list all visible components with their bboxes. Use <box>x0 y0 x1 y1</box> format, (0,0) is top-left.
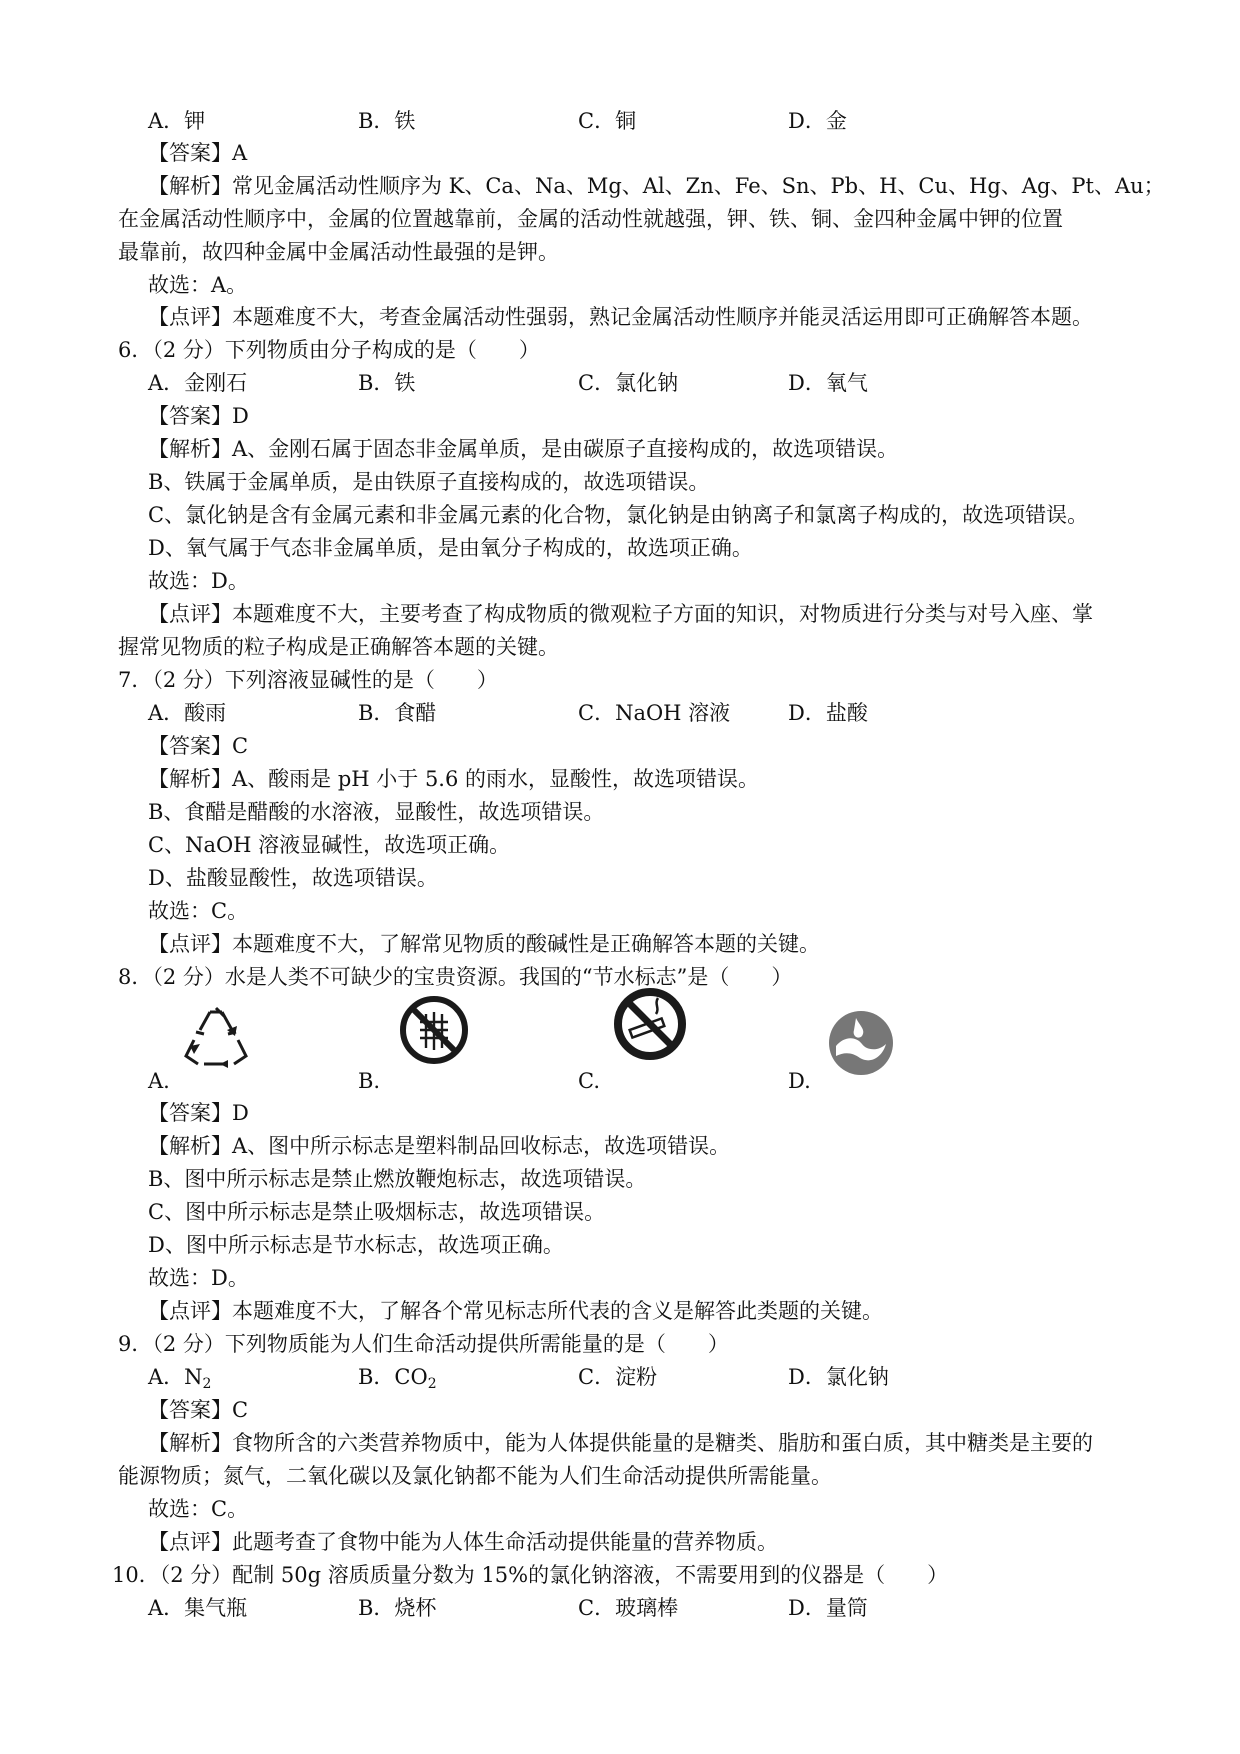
q8-option-a: A. <box>148 1069 170 1093</box>
q9-option-d: D．氯化钠 <box>788 1365 889 1389</box>
q8-option-b: B. <box>358 1069 381 1093</box>
q7-choice: 故选：C。 <box>148 899 249 923</box>
q8-analysis-line: 【解析】A、图中所示标志是塑料制品回收标志，故选项错误。 <box>148 1134 731 1158</box>
q10-option-c: C．玻璃棒 <box>578 1596 679 1620</box>
no-fireworks-icon <box>398 994 470 1066</box>
no-smoking-icon <box>612 986 688 1062</box>
q7-analysis-line: B、食醋是醋酸的水溶液，显酸性，故选项错误。 <box>148 800 605 824</box>
q8-stem: 8．（2 分）水是人类不可缺少的宝贵资源。我国的“节水标志”是（ ） <box>118 965 793 989</box>
q6-stem: 6．（2 分）下列物质由分子构成的是（ ） <box>118 338 540 362</box>
q6-comment-line: 握常见物质的粒子构成是正确解答本题的关键。 <box>118 635 559 659</box>
q9-analysis-line: 【解析】食物所含的六类营养物质中，能为人体提供能量的是糖类、脂肪和蛋白质，其中糖类是主要的 <box>148 1431 1093 1455</box>
q9-stem: 9．（2 分）下列物质能为人们生命活动提供所需能量的是（ ） <box>118 1332 729 1356</box>
q7-analysis-line: C、NaOH 溶液显碱性，故选项正确。 <box>148 833 511 857</box>
q7-comment: 【点评】本题难度不大，了解常见物质的酸碱性是正确解答本题的关键。 <box>148 932 820 956</box>
q5-answer: 【答案】A <box>148 141 248 165</box>
q8-analysis-line: B、图中所示标志是禁止燃放鞭炮标志，故选项错误。 <box>148 1167 647 1191</box>
q6-answer: 【答案】D <box>148 404 249 428</box>
q5-option-d: D．金 <box>788 109 847 133</box>
water-saving-icon <box>826 1008 896 1078</box>
q6-choice: 故选：D。 <box>148 569 249 593</box>
q10-option-d: D．量筒 <box>788 1596 868 1620</box>
q5-option-b: B．铁 <box>358 109 416 133</box>
q10-stem: 10．（2 分）配制 50g 溶质质量分数为 15%的氯化钠溶液，不需要用到的仪器是（ ） <box>112 1563 949 1587</box>
q7-analysis-line: 【解析】A、酸雨是 pH 小于 5.6 的雨水，显酸性，故选项错误。 <box>148 767 760 791</box>
q6-analysis-line: 【解析】A、金刚石属于固态非金属单质，是由碳原子直接构成的，故选项错误。 <box>148 437 899 461</box>
q9-analysis-line: 能源物质；氮气，二氧化碳以及氯化钠都不能为人们生命活动提供所需能量。 <box>118 1464 832 1488</box>
q8-option-d: D. <box>788 1069 811 1093</box>
q9-choice: 故选：C。 <box>148 1497 249 1521</box>
q9-answer: 【答案】C <box>148 1398 249 1422</box>
q9-comment: 【点评】此题考查了食物中能为人体生命活动提供能量的营养物质。 <box>148 1530 778 1554</box>
q5-choice: 故选：A。 <box>148 273 248 297</box>
q6-analysis-line: C、氯化钠是含有金属元素和非金属元素的化合物，氯化钠是由钠离子和氯离子构成的，故选项错误。 <box>148 503 1089 527</box>
q8-comment: 【点评】本题难度不大，了解各个常见标志所代表的含义是解答此类题的关键。 <box>148 1299 883 1323</box>
q10-option-b: B．烧杯 <box>358 1596 437 1620</box>
q8-answer: 【答案】D <box>148 1101 249 1125</box>
q8-analysis-line: C、图中所示标志是禁止吸烟标志，故选项错误。 <box>148 1200 606 1224</box>
q7-option-a: A．酸雨 <box>148 701 227 725</box>
q7-answer: 【答案】C <box>148 734 249 758</box>
q5-comment: 【点评】本题难度不大，考查金属活动性强弱，熟记金属活动性顺序并能灵活运用即可正确解答本题。 <box>148 305 1093 329</box>
q8-option-c: C. <box>578 1069 600 1093</box>
q7-option-c: C．NaOH 溶液 <box>578 701 731 725</box>
q5-analysis-line: 最靠前，故四种金属中金属活动性最强的是钾。 <box>118 240 559 264</box>
q6-option-a: A．金刚石 <box>148 371 248 395</box>
q6-comment-line: 【点评】本题难度不大，主要考查了构成物质的微观粒子方面的知识，对物质进行分类与对号入座、掌 <box>148 602 1093 626</box>
q7-stem: 7．（2 分）下列溶液显碱性的是（ ） <box>118 668 498 692</box>
q6-option-b: B．铁 <box>358 371 416 395</box>
q5-option-a: A．钾 <box>148 109 206 133</box>
q6-analysis-line: D、氧气属于气态非金属单质，是由氧分子构成的，故选项正确。 <box>148 536 753 560</box>
q7-analysis-line: D、盐酸显酸性，故选项错误。 <box>148 866 438 890</box>
q6-analysis-line: B、铁属于金属单质，是由铁原子直接构成的，故选项错误。 <box>148 470 710 494</box>
q10-option-a: A．集气瓶 <box>148 1596 248 1620</box>
q9-option-b: B．$CO_2$ <box>358 1365 437 1392</box>
q8-choice: 故选：D。 <box>148 1266 249 1290</box>
q5-analysis-line: 【解析】常见金属活动性顺序为 K、Ca、Na、Mg、Al、Zn、Fe、Sn、Pb、H、Cu、Hg、Ag、Pt、Au； <box>148 174 1165 198</box>
q9-option-a: A．$N_2$ <box>148 1365 212 1392</box>
q6-option-d: D．氧气 <box>788 371 868 395</box>
q5-option-c: C．铜 <box>578 109 637 133</box>
q7-option-d: D．盐酸 <box>788 701 868 725</box>
q8-analysis-line: D、图中所示标志是节水标志，故选项正确。 <box>148 1233 564 1257</box>
q9-option-c: C．淀粉 <box>578 1365 658 1389</box>
recycle-icon <box>180 1004 252 1070</box>
q5-analysis-line: 在金属活动性顺序中，金属的位置越靠前，金属的活动性就越强，钾、铁、铜、金四种金属中钾的位置 <box>118 207 1063 231</box>
q7-option-b: B．食醋 <box>358 701 437 725</box>
q6-option-c: C．氯化钠 <box>578 371 679 395</box>
